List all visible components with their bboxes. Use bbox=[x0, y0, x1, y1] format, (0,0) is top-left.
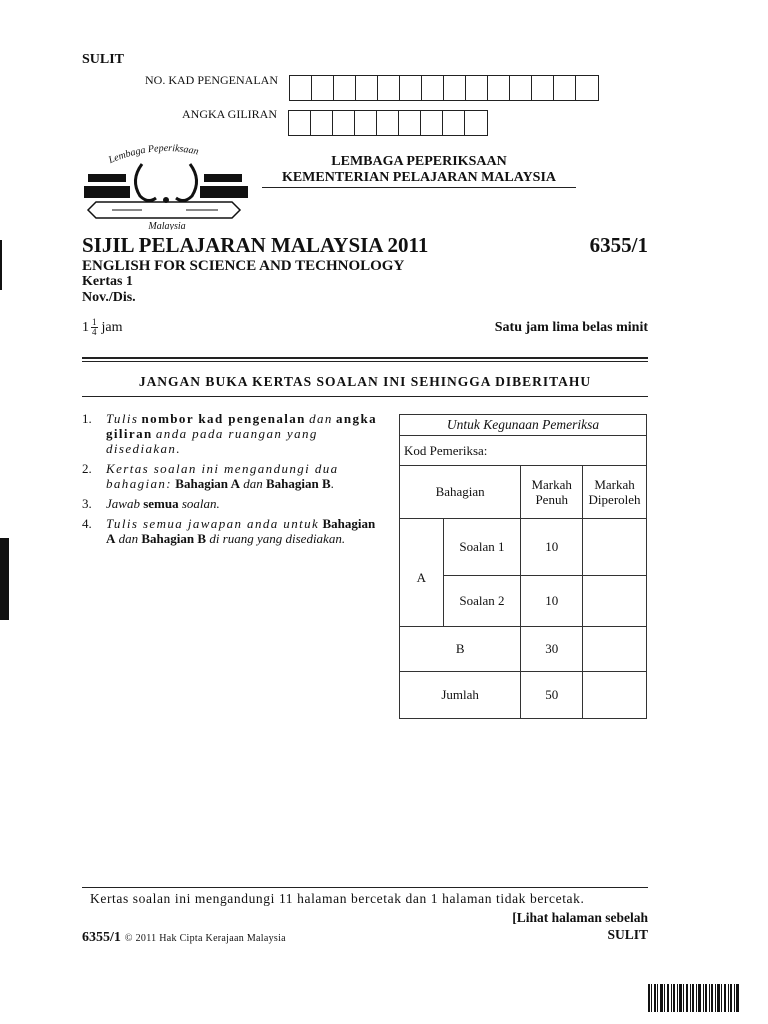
total-full-marks: 50 bbox=[521, 672, 583, 719]
paper-number: Kertas 1 bbox=[82, 274, 133, 289]
sulit-label-bottom: SULIT bbox=[607, 927, 648, 942]
next-page-note: [Lihat halaman sebelah bbox=[512, 910, 648, 925]
total-label: Jumlah bbox=[400, 672, 521, 719]
examiner-code-field[interactable]: Kod Pemeriksa: bbox=[400, 436, 647, 466]
copyright-note: © 2011 Hak Cipta Kerajaan Malaysia bbox=[124, 933, 286, 944]
table-title: Untuk Kegunaan Pemeriksa bbox=[400, 415, 647, 436]
instruction-item: 1. Tulis nombor kad pengenalan dan angka giliran anda pada ruangan yang disediakan. bbox=[82, 411, 377, 456]
exam-title: SIJIL PELAJARAN MALAYSIA 2011 bbox=[82, 233, 429, 257]
q2-full-marks: 10 bbox=[521, 576, 583, 627]
subject-name: ENGLISH FOR SCIENCE AND TECHNOLOGY bbox=[82, 258, 405, 274]
duration-fraction: $\frac{1}{4}$ bbox=[92, 317, 97, 337]
duration-words: Satu jam lima belas minit bbox=[494, 320, 648, 335]
examiner-marks-table bbox=[399, 414, 647, 719]
footer-divider bbox=[82, 887, 648, 888]
q1-marks-obtained[interactable] bbox=[583, 519, 647, 576]
svg-text:Lembaga Peperiksaan: Lembaga Peperiksaan bbox=[107, 142, 200, 166]
board-line-1: LEMBAGA PEPERIKSAAN bbox=[331, 154, 507, 169]
header-full-marks: Markah Penuh bbox=[521, 466, 583, 519]
header-marks-obtained: Markah Diperoleh bbox=[583, 466, 647, 519]
board-line-2: KEMENTERIAN PELAJARAN MALAYSIA bbox=[281, 170, 557, 185]
instructions-list bbox=[82, 411, 378, 551]
exam-code: 6355/1 bbox=[589, 233, 648, 257]
do-not-open-warning: JANGAN BUKA KERTAS SOALAN INI SEHINGGA DIBERITAHU bbox=[138, 374, 592, 389]
duration bbox=[82, 318, 123, 337]
section-a-label: A bbox=[400, 519, 444, 627]
instruction-item: 2. Kertas soalan ini mengandungi dua bahagian: Bahagian A dan Bahagian B. bbox=[82, 461, 339, 491]
header-section: Bahagian bbox=[400, 466, 521, 519]
subject-block bbox=[82, 258, 404, 306]
divider-under-warning bbox=[82, 396, 648, 397]
scan-edge-mark bbox=[0, 538, 9, 620]
divider-double-top bbox=[82, 357, 648, 359]
q1-full-marks: 10 bbox=[521, 519, 583, 576]
q1-label: Soalan 1 bbox=[443, 519, 521, 576]
duration-unit: jam bbox=[101, 319, 123, 335]
index-number-label: ANGKA GILIRAN bbox=[182, 107, 277, 121]
instruction-item: 3. Jawab semua soalan. bbox=[82, 496, 220, 511]
barcode-icon bbox=[648, 984, 740, 1012]
b-marks-obtained[interactable] bbox=[583, 627, 647, 672]
b-full-marks: 30 bbox=[521, 627, 583, 672]
exam-board-logo bbox=[82, 138, 252, 230]
total-marks-obtained[interactable] bbox=[583, 672, 647, 719]
exam-board-name bbox=[262, 154, 576, 188]
svg-text:Malaysia: Malaysia bbox=[148, 221, 186, 230]
q2-label: Soalan 2 bbox=[443, 576, 521, 627]
footer-code: 6355/1 © 2011 Hak Cipta Kerajaan Malaysia bbox=[82, 930, 286, 945]
sulit-label-top: SULIT bbox=[82, 52, 125, 67]
section-b-label: B bbox=[400, 627, 521, 672]
divider-double-bottom bbox=[82, 361, 648, 362]
duration-whole: 1 bbox=[82, 319, 89, 335]
id-number-label: NO. KAD PENGENALAN bbox=[145, 73, 278, 87]
page-count-note: Kertas soalan ini mengandungi 11 halaman bercetak dan 1 halaman tidak bercetak. bbox=[90, 891, 585, 906]
exam-session: Nov./Dis. bbox=[82, 290, 136, 305]
instruction-item: 4. Tulis semua jawapan anda untuk Bahagian A dan Bahagian B di ruang yang disediakan. bbox=[82, 516, 376, 546]
scan-edge-mark bbox=[0, 240, 2, 290]
q2-marks-obtained[interactable] bbox=[583, 576, 647, 627]
index-number-boxes[interactable] bbox=[288, 110, 488, 136]
id-number-boxes[interactable] bbox=[289, 75, 599, 101]
